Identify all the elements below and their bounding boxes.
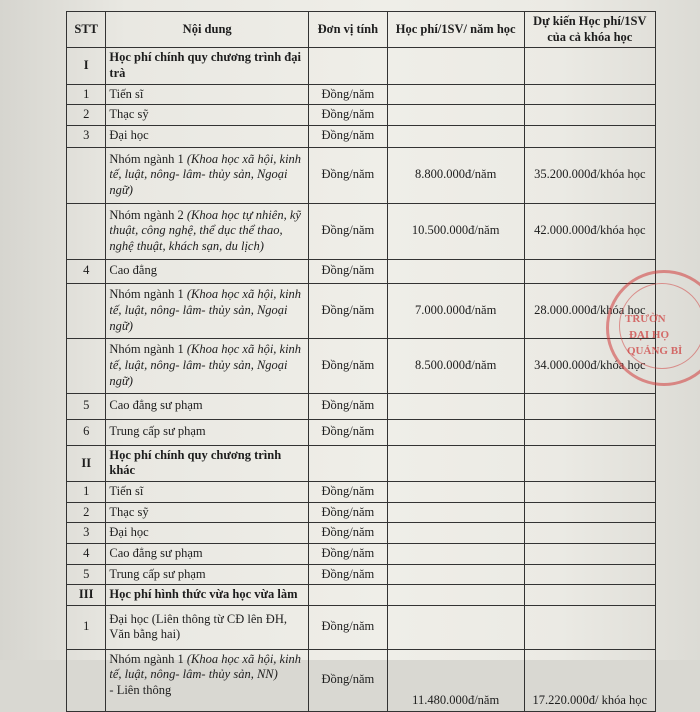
row-unit: Đồng/năm xyxy=(308,649,387,711)
row-unit: Đồng/năm xyxy=(308,393,387,419)
row-total xyxy=(524,48,655,84)
row-stt: 4 xyxy=(67,259,106,283)
row-stt: 2 xyxy=(67,105,106,126)
row-total xyxy=(524,523,655,544)
row-stt: 5 xyxy=(67,393,106,419)
row-total xyxy=(524,125,655,147)
row-group-name: Nhóm ngành 1 xyxy=(109,287,184,302)
row-content xyxy=(106,338,309,393)
row-total xyxy=(524,482,655,503)
row-unit: Đồng/năm xyxy=(308,338,387,393)
table-row xyxy=(67,419,656,445)
row-stt: II xyxy=(67,445,106,481)
row-total: 34.000.000đ/khóa học xyxy=(524,338,655,393)
row-content: Học phí hình thức vừa học vừa làm xyxy=(106,585,309,606)
row-content: Thạc sỹ xyxy=(106,105,309,126)
header-stt: STT xyxy=(67,12,106,48)
row-fee xyxy=(387,502,524,523)
table-row xyxy=(67,393,656,419)
row-content: Cao đẳng sư phạm xyxy=(106,393,309,419)
row-unit: Đồng/năm xyxy=(308,502,387,523)
row-stt: 1 xyxy=(67,482,106,503)
row-unit: Đồng/năm xyxy=(308,419,387,445)
seal-text-line3: QUẢNG BÌ xyxy=(627,345,683,357)
row-group-name: Nhóm ngành 1 xyxy=(109,342,184,357)
row-stt: 5 xyxy=(67,564,106,585)
row-fee xyxy=(387,125,524,147)
row-unit: Đồng/năm xyxy=(308,605,387,649)
seal-text-line1: TRƯỜN xyxy=(625,313,666,325)
table-row xyxy=(67,259,656,283)
row-fee xyxy=(387,48,524,84)
row-stt: 1 xyxy=(67,84,106,105)
row-fee xyxy=(387,393,524,419)
row-total: 17.220.000đ/ khóa học xyxy=(524,649,655,711)
row-total xyxy=(524,585,655,606)
header-content: Nội dung xyxy=(106,12,309,48)
table-row xyxy=(67,84,656,105)
row-fee xyxy=(387,419,524,445)
row-total xyxy=(524,84,655,105)
row-unit: Đồng/năm xyxy=(308,482,387,503)
row-fee xyxy=(387,259,524,283)
row-total xyxy=(524,445,655,481)
row-stt: 4 xyxy=(67,543,106,564)
row-group-note: (Khoa học xã hội, kinh tế, luật, nông- lâm- thủy sản, Ngoại ngữ) xyxy=(109,287,302,333)
table-header-row xyxy=(67,12,656,48)
row-group-name: Nhóm ngành 1 xyxy=(109,151,184,166)
row-fee: 11.480.000đ/năm xyxy=(387,649,524,711)
row-total xyxy=(524,543,655,564)
row-unit: Đồng/năm xyxy=(308,105,387,126)
row-unit: Đồng/năm xyxy=(308,283,387,338)
row-unit: Đồng/năm xyxy=(308,543,387,564)
row-unit xyxy=(308,585,387,606)
row-fee xyxy=(387,482,524,503)
row-content: Cao đẳng xyxy=(106,259,309,283)
row-fee xyxy=(387,105,524,126)
row-content: Tiến sĩ xyxy=(106,482,309,503)
table-row xyxy=(67,523,656,544)
row-stt: 3 xyxy=(67,523,106,544)
row-fee: 8.800.000đ/năm xyxy=(387,147,524,203)
row-fee xyxy=(387,585,524,606)
row-group-name: Nhóm ngành 2 xyxy=(109,207,184,222)
header-fee-per-year: Học phí/1SV/ năm học xyxy=(387,12,524,48)
row-group-note: (Khoa học xã hội, kinh tế, luật, nông- lâm- thủy sản, NN) xyxy=(109,651,302,682)
row-content: Thạc sỹ xyxy=(106,502,309,523)
row-unit: Đồng/năm xyxy=(308,84,387,105)
row-group-sub: - Liên thông xyxy=(109,683,172,697)
row-stt: III xyxy=(67,585,106,606)
table-row xyxy=(67,48,656,84)
seal-text-line2: ĐẠI HỌ xyxy=(629,329,670,341)
row-content xyxy=(106,283,309,338)
row-unit: Đồng/năm xyxy=(308,564,387,585)
row-content xyxy=(106,649,309,711)
row-stt: 2 xyxy=(67,502,106,523)
row-fee xyxy=(387,605,524,649)
row-total xyxy=(524,259,655,283)
row-fee xyxy=(387,543,524,564)
row-fee: 8.500.000đ/năm xyxy=(387,338,524,393)
row-unit: Đồng/năm xyxy=(308,147,387,203)
row-fee xyxy=(387,445,524,481)
row-stt xyxy=(67,649,106,711)
row-total xyxy=(524,419,655,445)
row-unit xyxy=(308,48,387,84)
row-unit: Đồng/năm xyxy=(308,203,387,259)
row-unit: Đồng/năm xyxy=(308,125,387,147)
row-unit: Đồng/năm xyxy=(308,523,387,544)
row-content: Cao đẳng sư phạm xyxy=(106,543,309,564)
table-row xyxy=(67,105,656,126)
row-stt xyxy=(67,203,106,259)
row-total xyxy=(524,105,655,126)
row-unit xyxy=(308,445,387,481)
table-row xyxy=(67,585,656,606)
row-stt: I xyxy=(67,48,106,84)
row-unit: Đồng/năm xyxy=(308,259,387,283)
table-row xyxy=(67,649,656,711)
row-fee xyxy=(387,523,524,544)
row-content: Đại học xyxy=(106,523,309,544)
table-row xyxy=(67,283,656,338)
header-unit: Đơn vị tính xyxy=(308,12,387,48)
row-group-note: (Khoa học xã hội, kinh tế, luật, nông- lâm- thủy sản, Ngoại ngữ) xyxy=(109,151,302,198)
table-row xyxy=(67,445,656,481)
row-total: 42.000.000đ/khóa học xyxy=(524,203,655,259)
row-stt: 1 xyxy=(67,605,106,649)
row-content: Học phí chính quy chương trình khác xyxy=(106,445,309,481)
row-group-note: (Khoa học tự nhiên, kỹ thuật, công nghệ, thể dục thể thao, nghệ thuật, khách sạn, du lịch) xyxy=(109,207,301,254)
row-content xyxy=(106,203,309,259)
row-content: Đại học (Liên thông từ CĐ lên ĐH, Văn bằng hai) xyxy=(106,605,309,649)
table-row xyxy=(67,482,656,503)
row-group-note: (Khoa học xã hội, kinh tế, luật, nông- lâm- thủy sản, Ngoại ngữ) xyxy=(109,342,302,388)
table-row xyxy=(67,564,656,585)
row-content: Học phí chính quy chương trình đại trà xyxy=(106,48,309,84)
row-fee: 7.000.000đ/năm xyxy=(387,283,524,338)
row-content: Trung cấp sư phạm xyxy=(106,419,309,445)
row-group-name: Nhóm ngành 1 xyxy=(109,651,184,666)
row-stt xyxy=(67,147,106,203)
table-row xyxy=(67,125,656,147)
table-row xyxy=(67,605,656,649)
row-total xyxy=(524,605,655,649)
row-fee xyxy=(387,84,524,105)
table-row xyxy=(67,203,656,259)
row-content xyxy=(106,147,309,203)
row-content: Tiến sĩ xyxy=(106,84,309,105)
row-stt: 6 xyxy=(67,419,106,445)
row-stt xyxy=(67,283,106,338)
table-row xyxy=(67,502,656,523)
row-stt xyxy=(67,338,106,393)
table-row xyxy=(67,543,656,564)
table-row xyxy=(67,338,656,393)
row-total xyxy=(524,564,655,585)
row-fee: 10.500.000đ/năm xyxy=(387,203,524,259)
row-total xyxy=(524,393,655,419)
header-fee-per-course: Dự kiến Học phí/1SV của cả khóa học xyxy=(524,12,655,48)
tuition-fee-table xyxy=(66,11,656,712)
row-content: Trung cấp sư phạm xyxy=(106,564,309,585)
row-total: 28.000.000đ/khóa học xyxy=(524,283,655,338)
row-total xyxy=(524,502,655,523)
row-stt: 3 xyxy=(67,125,106,147)
row-total: 35.200.000đ/khóa học xyxy=(524,147,655,203)
row-content: Đại học xyxy=(106,125,309,147)
row-fee xyxy=(387,564,524,585)
table-row xyxy=(67,147,656,203)
